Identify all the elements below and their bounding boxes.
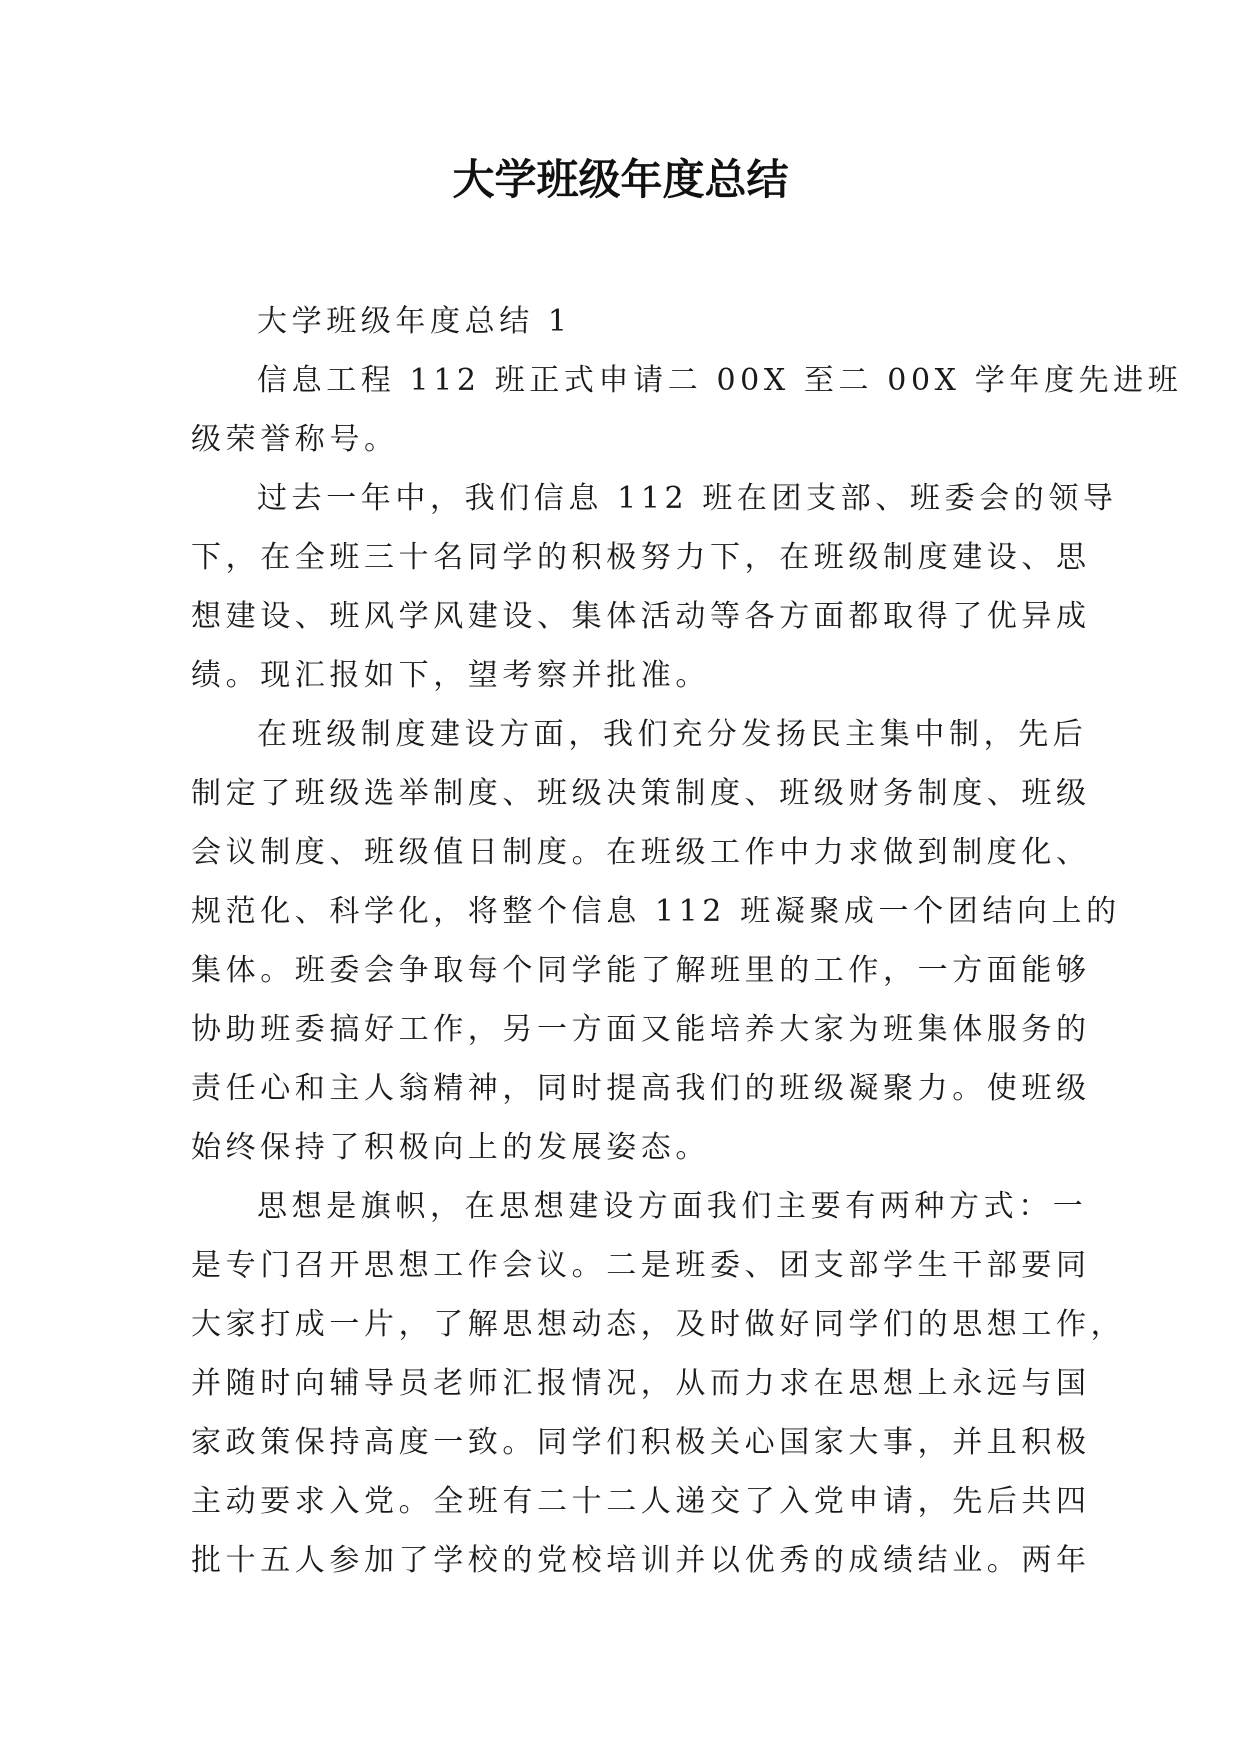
paragraph-line: 集体。班委会争取每个同学能了解班里的工作，一方面能够 [191,953,1091,988]
paragraph-line: 主动要求入党。全班有二十二人递交了入党申请，先后共四 [191,1484,1091,1519]
paragraph-line: 会议制度、班级值日制度。在班级工作中力求做到制度化、 [191,835,1091,870]
paragraph-line: 下，在全班三十名同学的积极努力下，在班级制度建设、思 [191,540,1091,575]
paragraph [191,705,1121,1177]
paragraph-line: 是专门召开思想工作会议。二是班委、团支部学生干部要同 [191,1248,1091,1283]
paragraph-line: 始终保持了积极向上的发展姿态。 [191,1130,710,1165]
paragraph-line: 过去一年中，我们信息 112 班在团支部、班委会的领导 [257,481,1118,516]
document-body [191,292,1183,1590]
paragraph-line: 制定了班级选举制度、班级决策制度、班级财务制度、班级 [191,776,1091,811]
paragraph-line: 协助班委搞好工作，另一方面又能培养大家为班集体服务的 [191,1012,1091,1047]
paragraph-line: 并随时向辅导员老师汇报情况，从而力求在思想上永远与国 [191,1366,1091,1401]
paragraph-line: 家政策保持高度一致。同学们积极关心国家大事，并且积极 [191,1425,1091,1460]
paragraph-line: 思想是旗帜，在思想建设方面我们主要有两种方式：一 [257,1189,1088,1224]
paragraph-line: 大学班级年度总结 1 [257,304,572,339]
paragraph-line: 批十五人参加了学校的党校培训并以优秀的成绩结业。两年 [191,1543,1091,1578]
paragraph-line: 绩。现汇报如下，望考察并批准。 [191,658,710,693]
document-title: 大学班级年度总结 [452,155,789,204]
paragraph [191,292,1071,351]
paragraph [191,1177,1126,1590]
paragraph-line: 大家打成一片，了解思想动态，及时做好同学们的思想工作， [191,1307,1126,1342]
paragraph-line: 想建设、班风学风建设、集体活动等各方面都取得了优异成 [191,599,1091,634]
paragraph-line: 信息工程 112 班正式申请二 00X 至二 00X 学年度先进班 [257,363,1183,398]
paragraph [191,351,1183,469]
paragraph-line: 规范化、科学化，将整个信息 112 班凝聚成一个团结向上的 [191,894,1121,929]
paragraph [191,469,1118,705]
paragraph-line: 在班级制度建设方面，我们充分发扬民主集中制，先后 [257,717,1088,752]
paragraph-line: 级荣誉称号。 [191,422,399,457]
paragraph-line: 责任心和主人翁精神，同时提高我们的班级凝聚力。使班级 [191,1071,1091,1106]
